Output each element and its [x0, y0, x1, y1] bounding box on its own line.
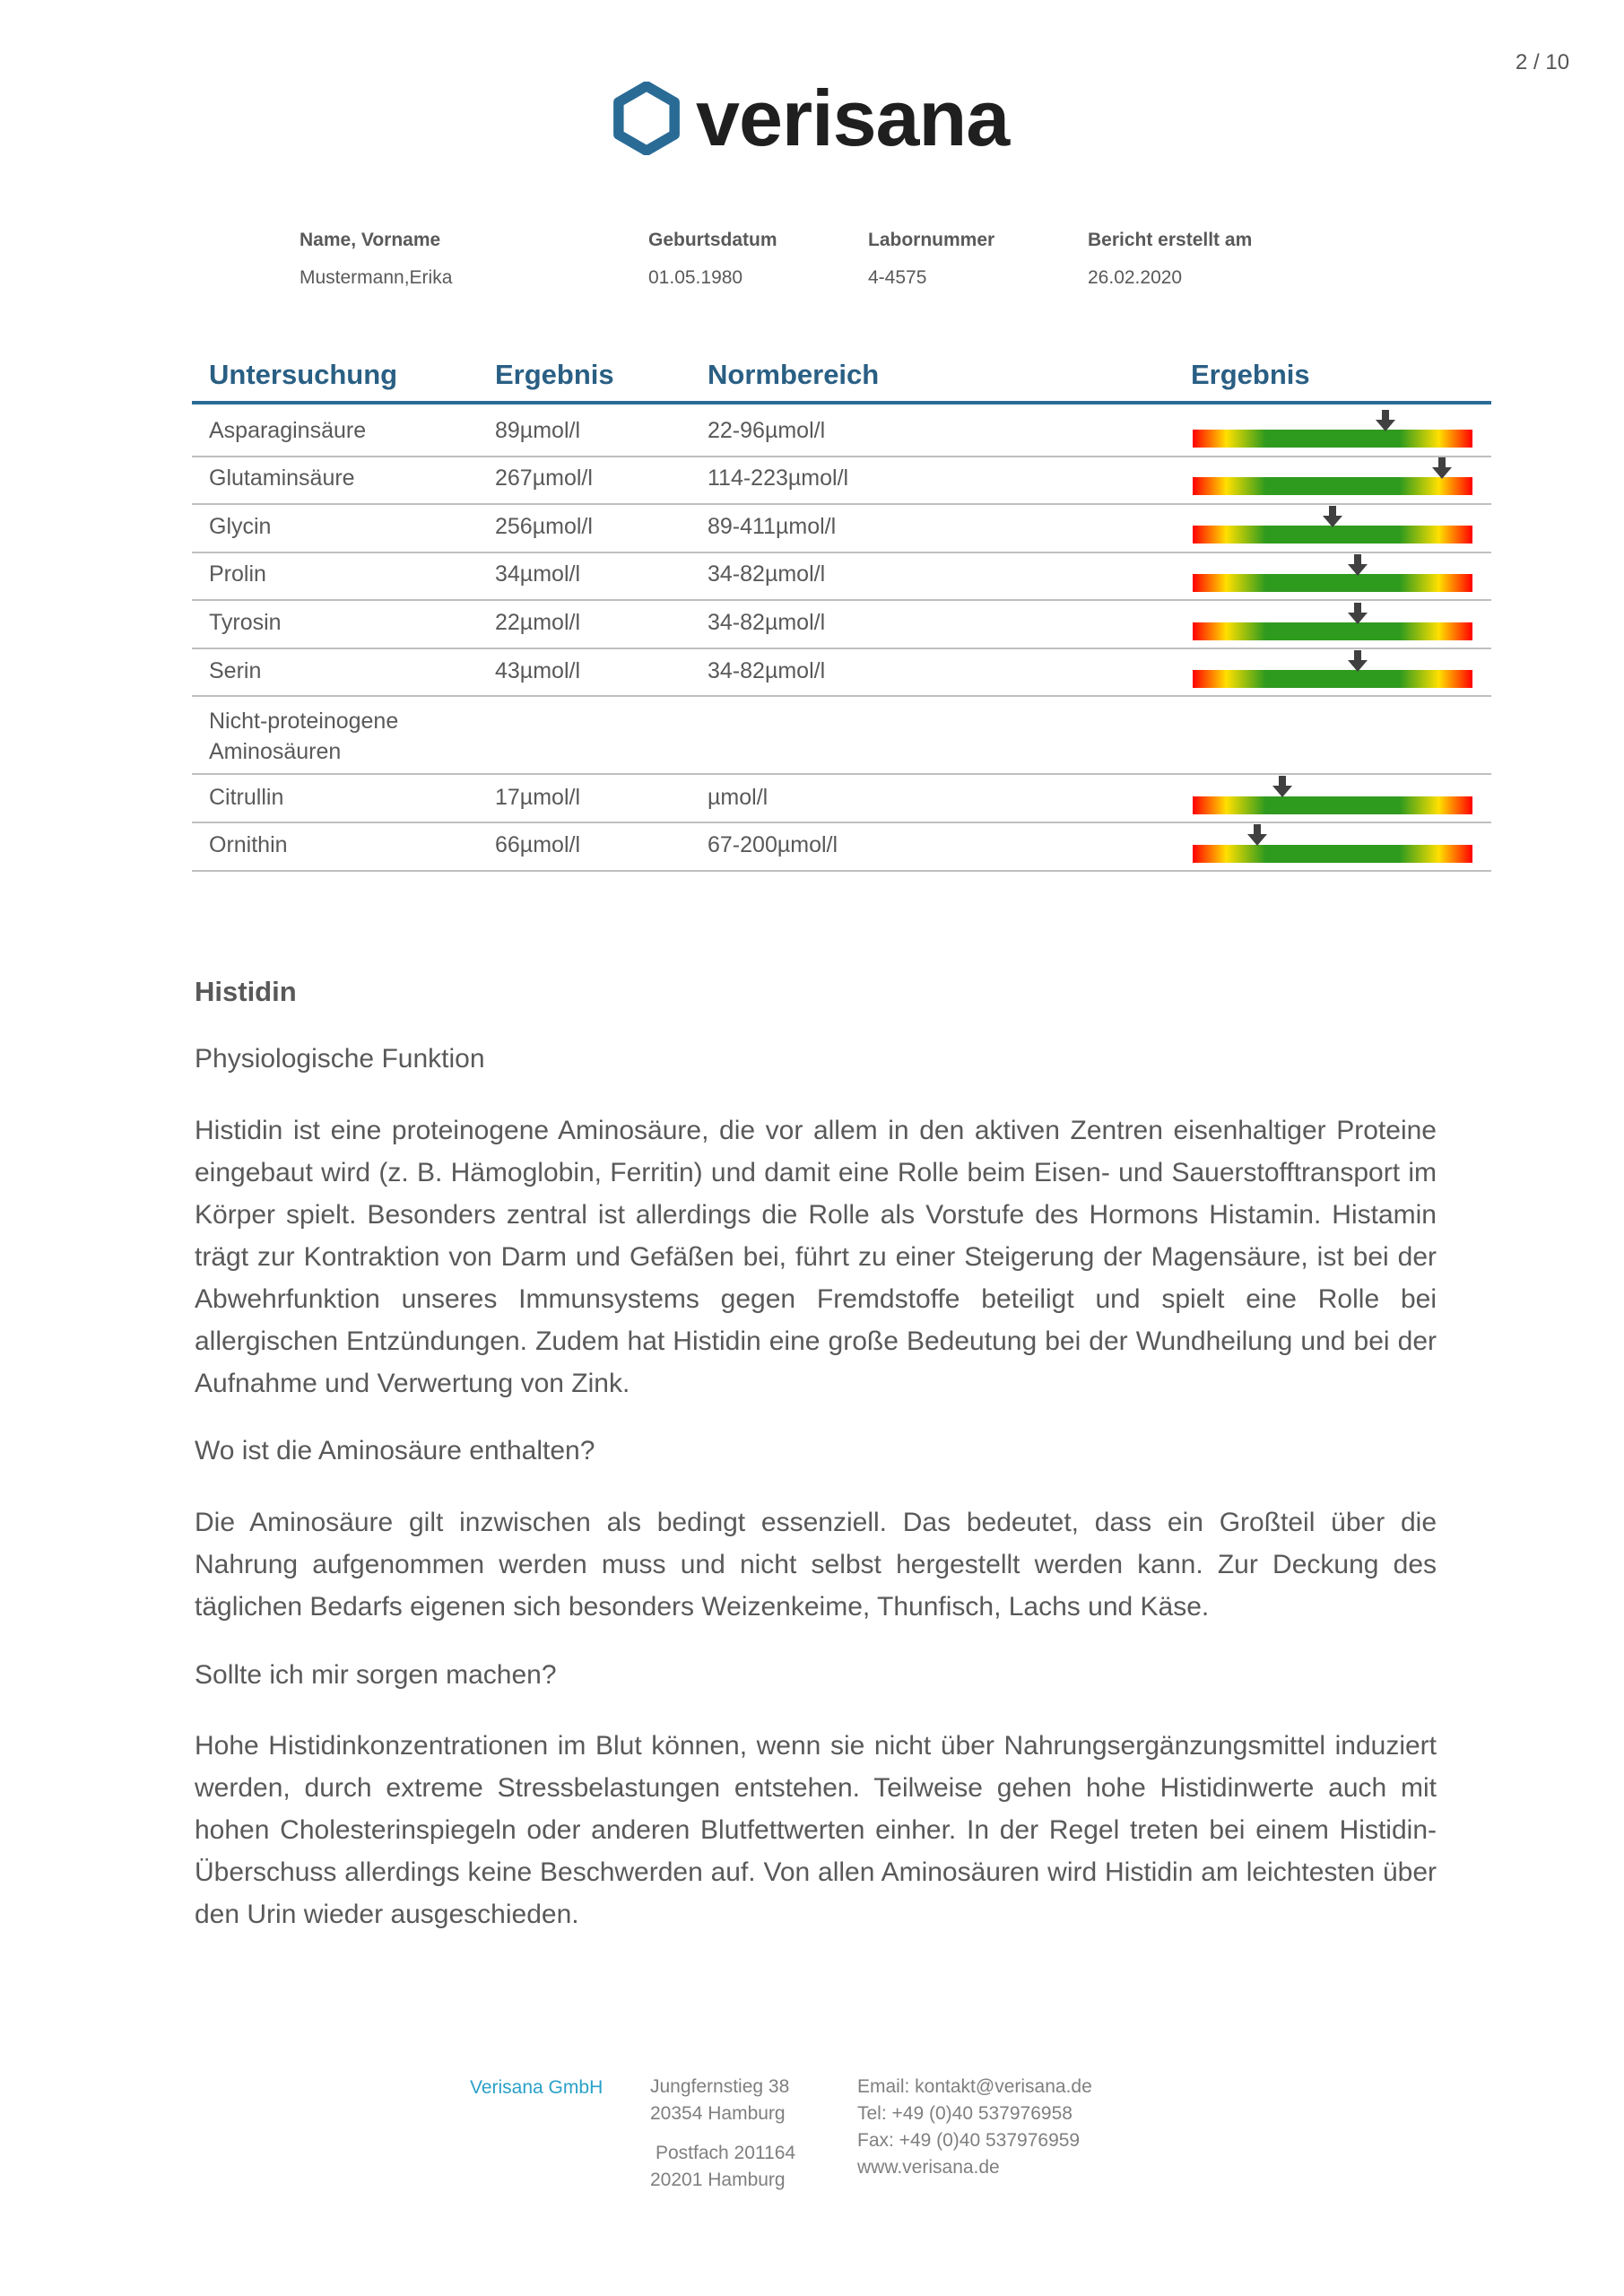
row-range: 114-223µmol/l [708, 465, 849, 491]
range-bar [1193, 622, 1472, 640]
row-result: 17µmol/l [495, 785, 580, 810]
row-name: Ornithin [209, 832, 288, 857]
result-marker-icon [1348, 554, 1368, 576]
row-name: Prolin [209, 561, 266, 587]
row-result: 66µmol/l [495, 832, 580, 857]
verisana-logo-icon [610, 82, 683, 155]
lab-number-label: Labornummer [868, 230, 995, 250]
row-divider [192, 599, 1491, 601]
row-divider [192, 552, 1491, 553]
row-range: 89-411µmol/l [708, 514, 837, 539]
header-normbereich: Normbereich [708, 359, 880, 390]
row-range: 34-82µmol/l [708, 561, 826, 587]
footer-po-box-number: Postfach 201164 [656, 2143, 796, 2163]
row-name: Serin [209, 658, 262, 683]
result-marker-icon [1272, 776, 1292, 797]
row-result: 89µmol/l [495, 418, 580, 443]
row-name: Citrullin [209, 785, 284, 810]
row-divider [192, 870, 1491, 872]
footer-address-street: Jungfernstieg 38 [650, 2076, 790, 2097]
footer-po-city: 20201 Hamburg [650, 2170, 786, 2190]
name-label: Name, Vorname [300, 230, 441, 250]
result-marker-icon [1348, 603, 1368, 624]
row-range: µmol/l [708, 785, 769, 810]
row-range: 22-96µmol/l [708, 418, 826, 443]
subheading-sorgen: Sollte ich mir sorgen machen? [195, 1660, 557, 1690]
name-value: Mustermann,Erika [300, 267, 453, 288]
header-ergebnis: Ergebnis [495, 359, 614, 390]
row-divider [192, 822, 1491, 823]
row-name: Glutaminsäure [209, 465, 355, 491]
subheading-physiologische-funktion: Physiologische Funktion [195, 1044, 485, 1074]
header-divider [192, 401, 1491, 404]
row-name: Glycin [209, 514, 272, 539]
result-marker-icon [1348, 650, 1368, 672]
range-bar [1193, 574, 1472, 592]
footer-email[interactable]: Email: kontakt@verisana.de [857, 2076, 1092, 2097]
row-result: 256µmol/l [495, 514, 593, 539]
row-range: 34-82µmol/l [708, 610, 826, 635]
footer-tel: Tel: +49 (0)40 537976958 [857, 2103, 1073, 2124]
row-result: 267µmol/l [495, 465, 593, 491]
dob-label: Geburtsdatum [648, 230, 777, 250]
row-divider [192, 456, 1491, 457]
range-bar [1193, 796, 1472, 814]
row-result: 34µmol/l [495, 561, 580, 587]
row-divider [192, 695, 1491, 697]
footer-contact [857, 2074, 1092, 2181]
row-range: 34-82µmol/l [708, 658, 826, 683]
row-divider [192, 503, 1491, 505]
paragraph-concerns: Hohe Histidinkonzentrationen im Blut können, wenn sie nicht über Nahrungsergänzungsmittel induziert werden, durch extreme Stressbelastungen entstehen. Teilweise gehen hohe Histidinwerte auch mit hohen Cholesterinspiegeln oder anderen Blutfettwerten einher. In der Regel treten bei einem Histidin-Überschuss allerdings keine Beschwerden auf. Von allen Aminosäuren wird Histidin am leichtesten über den Urin wieder ausgeschieden. [195, 1731, 1437, 1929]
row-divider [192, 648, 1491, 649]
footer-po-box [656, 2140, 795, 2167]
row-result: 22µmol/l [495, 610, 580, 635]
row-range: 67-200µmol/l [708, 832, 838, 857]
category-label: Nicht-proteinogene Aminosäuren [209, 709, 399, 764]
page-number: 2 / 10 [1515, 50, 1570, 74]
row-divider [192, 773, 1491, 775]
range-bar [1193, 526, 1472, 544]
footer-address [650, 2074, 789, 2127]
result-marker-icon [1247, 824, 1267, 846]
paragraph-function: Histidin ist eine proteinogene Aminosäure, die vor allem in den aktiven Zentren eisenhaltiger Proteine eingebaut wird (z. B. Hämoglobin, Ferritin) und damit eine Rolle beim Eisen- und Sauerstofftransport im Körper spielt. Besonders zentral ist allerdings die Rolle als Vorstufe des Hormons Histamin. Histamin trägt zur Kontraktion von Darm und Gefäßen bei, führt zu einer Steigerung der Magensäure, ist bei der Abwehrfunktion unseres Immunsystems gegen Fremdstoffe beteiligt und spielt eine Rolle bei allergischen Entzündungen. Zudem hat Histidin eine große Bedeutung bei der Wundheilung und bei der Aufnahme und Verwertung von Zink. [195, 1116, 1437, 1398]
row-result: 43µmol/l [495, 658, 580, 683]
header-untersuchung: Untersuchung [209, 359, 398, 390]
range-bar [1193, 477, 1472, 495]
result-marker-icon [1432, 457, 1452, 479]
result-marker-icon [1376, 410, 1395, 431]
row-name: Tyrosin [209, 610, 282, 635]
footer-website[interactable]: www.verisana.de [857, 2157, 1000, 2178]
brand-logo [610, 74, 1010, 162]
range-bar [1193, 430, 1472, 448]
dob-value: 01.05.1980 [648, 267, 743, 288]
footer-company: Verisana GmbH [470, 2077, 604, 2098]
section-title: Histidin [195, 976, 297, 1007]
paragraph-sources: Die Aminosäure gilt inzwischen als bedingt essenziell. Das bedeutet, dass ein Großteil über die Nahrung aufgenommen werden muss und nicht selbst hergestellt werden kann. Zur Deckung des täglichen Bedarfs eigenen sich besonders Weizenkeime, Thunfisch, Lachs und Käse. [195, 1508, 1437, 1622]
report-date-label: Bericht erstellt am [1088, 230, 1253, 250]
footer-fax: Fax: +49 (0)40 537976959 [857, 2130, 1081, 2151]
subheading-wo-enthalten: Wo ist die Aminosäure enthalten? [195, 1436, 595, 1465]
report-date-value: 26.02.2020 [1088, 267, 1183, 288]
row-name: Asparaginsäure [209, 418, 367, 443]
range-bar [1193, 670, 1472, 688]
footer-address-city: 20354 Hamburg [650, 2103, 786, 2124]
header-ergebnis-scale: Ergebnis [1191, 359, 1310, 390]
lab-number-value: 4-4575 [868, 267, 927, 288]
result-marker-icon [1323, 506, 1342, 527]
range-bar [1193, 845, 1472, 863]
brand-name: verisana [696, 74, 1010, 162]
